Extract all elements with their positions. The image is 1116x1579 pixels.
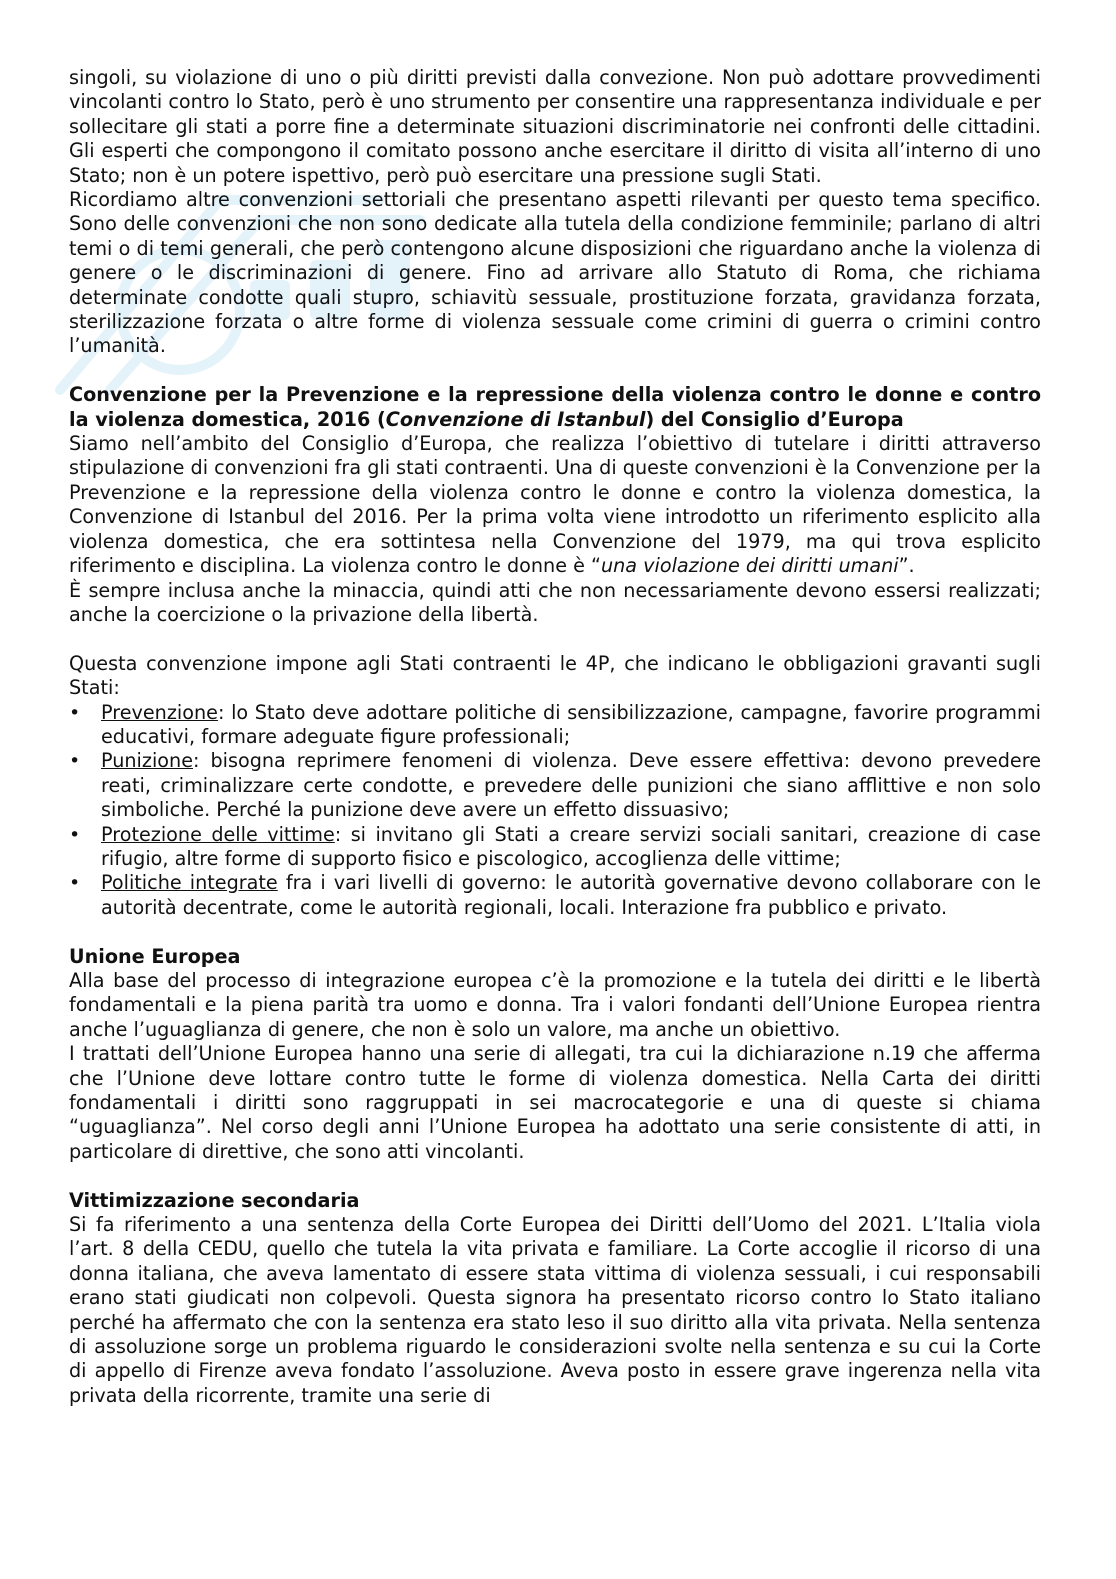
list-item-term: Punizione — [101, 749, 193, 773]
list-item — [101, 749, 1041, 822]
paragraph: I trattati dell’Unione Europea hanno una serie di allegati, tra cui la dichiarazione n.19 che afferma che l’Unione deve lottare contro tutte le forme di violenza domestica. Nella Carta dei diritti fondamentali i diritti sono raggruppati in sei macrocategorie e una di queste si chiama “uguaglianza”. Nel corso degli anni l’Unione Europea ha adottato una serie consistente di atti, in particolare di direttive, che sono atti vincolanti. — [69, 1042, 1041, 1163]
list-item-term: Politiche integrate — [101, 871, 278, 895]
list-item-text: : si invitano gli Stati a creare servizi sociali sanitari, creazione di case rifugio, altre forme di supporto fisico e piscologico, accoglienza delle vittime; — [101, 822, 1041, 870]
text-span: ”. — [898, 554, 915, 578]
paragraph: Ricordiamo altre convenzioni settoriali che presentano aspetti rilevanti per questo tema specifico. Sono delle convenzioni che non sono dedicate alla tutela della condizione femminile; parlano di altri temi o di temi generali, che però contengono alcune disposizioni che riguardano anche la violenza di genere o le discriminazioni di genere. Fino ad arrivare allo Statuto di Roma, che richiama determinate condotte quali stupro, schiavitù sessuale, prostituzione forzata, gravidanza forzata, sterilizzazione forzata o altre forme di violenza sessuale come crimini di guerra o crimini contro l’umanità. — [69, 188, 1041, 358]
section-heading: Unione Europea — [69, 944, 241, 968]
paragraph: Alla base del processo di integrazione europea c’è la promozione e la tutela dei diritti e le libertà fondamentali e la piena parità tra uomo e donna. Tra i valori fondanti dell’Unione Europea rientra anche l’uguaglianza di genere, che non è solo un valore, ma anche un obiettivo. — [69, 968, 1041, 1041]
paragraph: Si fa riferimento a una sentenza della Corte Europea dei Diritti dell’Uomo del 2021. L’Italia viola l’art. 8 della CEDU, quello che tutela la vita privata e familiare. La Corte accoglie il ricorso di una donna italiana, che aveva lamentato di essere stata vittima di violenza sessuali, i cui responsabili erano stati giudicati non colpevoli. Questa signora ha presentato ricorso contro lo Stato italiano perché ha affermato che con la sentenza era stato leso il suo diritto alla vita privata. Nella sentenza di assoluzione sorge un problema riguardo le considerazioni svolte nella sentenza e su cui la Corte di appello di Firenze aveva fondato l’assoluzione. Aveva posto in essere grave ingerenza nella vita privata della ricorrente, tramite una serie di — [69, 1213, 1041, 1407]
list-item — [101, 701, 1041, 750]
text-span: Siamo nell’ambito del Consiglio d’Europa, che realizza l’obiettivo di tutelare i diritti attraverso stipulazione di convenzioni fra gli stati contraenti. Una di queste convenzioni è la Convenzione per la Prevenzione e la repressione della violenza contro le donne e contro la violenza domestica, la Convenzione di Istanbul del 2016. Per la prima volta viene introdotto un riferimento esplicito alla violenza domestica, che era sottintesa nella Convenzione del 1979, ma qui trova esplicito riferimento e disciplina. La violenza contro le donne è “ — [69, 432, 1041, 578]
heading-italic: Convenzione di Istanbul — [385, 407, 646, 431]
paragraph: singoli, su violazione di uno o più diritti previsti dalla convezione. Non può adottare provvedimenti vincolanti contro lo Stato, però è uno strumento per consentire una rappresentanza individuale e per sollecitare gli stati a porre fine a determinate situazioni discriminatorie nei confronti delle cittadini. Gli esperti che compongono il comitato possono anche esercitare il diritto di visita all’interno di uno Stato; non è un potere ispettivo, però può esercitare una pressione sugli Stati. — [69, 66, 1041, 187]
bullet-list — [69, 701, 1041, 921]
heading-part: Convenzione per la Prevenzione e la repressione della violenza contro le donne e contro la violenza domestica, 2016 ( — [69, 383, 1041, 431]
list-item — [101, 871, 1041, 920]
list-item-term: Protezione delle vittime — [101, 822, 335, 846]
section-heading: Vittimizzazione secondaria — [69, 1188, 360, 1212]
list-item-text: : bisogna reprimere fenomeni di violenza. Deve essere effettiva: devono prevedere reati, criminalizzare certe condotte, e prevedere delle punizioni che siano afflittive e non solo simboliche. Perché la punizione deve avere un effetto dissuasivo; — [101, 749, 1041, 822]
list-item — [101, 823, 1041, 872]
list-item-text: : lo Stato deve adottare politiche di sensibilizzazione, campagne, favorire programmi educativi, formare adeguate figure professionali; — [101, 700, 1041, 748]
paragraph — [69, 432, 1041, 578]
italic-quote: una violazione dei diritti umani — [600, 554, 899, 578]
document-page — [69, 66, 1041, 1408]
list-item-term: Prevenzione — [101, 700, 218, 724]
paragraph: Questa convenzione impone agli Stati contraenti le 4P, che indicano le obbligazioni gravanti sugli Stati: — [69, 651, 1041, 700]
list-item-text: fra i vari livelli di governo: le autorità governative devono collaborare con le autorità decentrate, come le autorità regionali, locali. Interazione fra pubblico e privato. — [101, 871, 1041, 919]
paragraph: È sempre inclusa anche la minaccia, quindi atti che non necessariamente devono essersi realizzati; anche la coercizione o la privazione della libertà. — [69, 578, 1041, 626]
heading-part: ) del Consiglio d’Europa — [645, 407, 904, 431]
section-heading — [69, 383, 1041, 432]
